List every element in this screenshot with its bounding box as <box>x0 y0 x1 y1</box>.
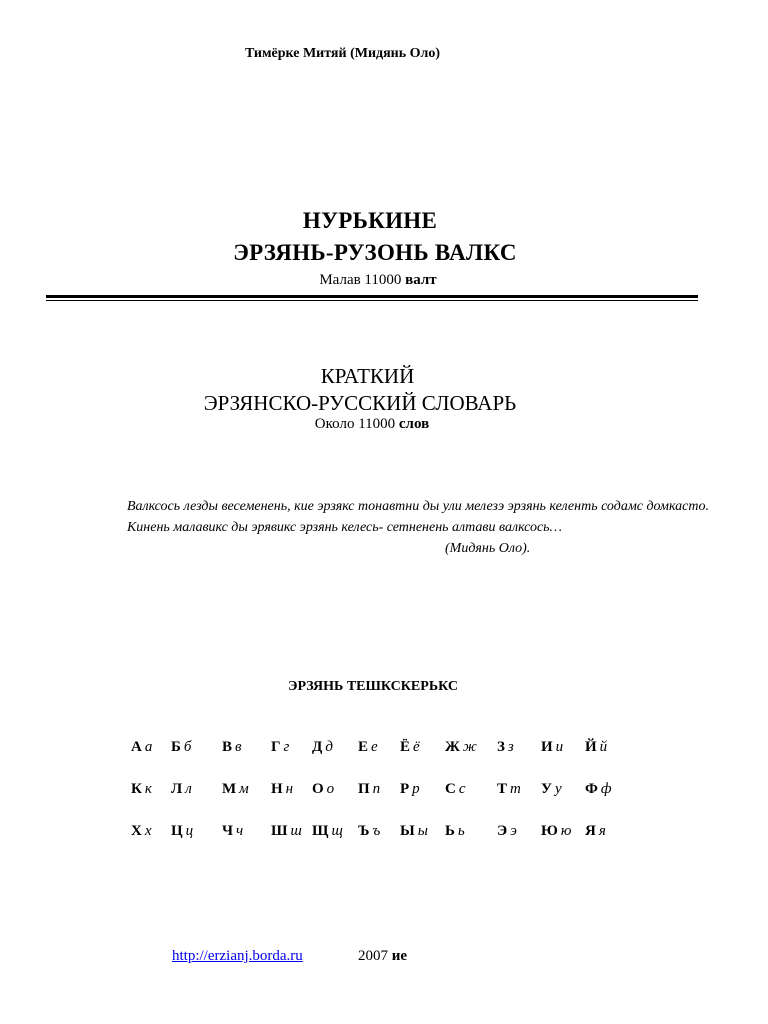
letter-uppercase: Ы <box>400 823 415 839</box>
divider-thin <box>46 300 698 301</box>
year-suffix: ие <box>391 948 408 964</box>
letter-uppercase: К <box>131 781 142 797</box>
letter-uppercase: Ц <box>171 823 183 839</box>
letter-uppercase: Х <box>131 823 142 839</box>
letter-uppercase: Г <box>271 739 281 755</box>
letter-lowercase: ц <box>185 823 194 839</box>
alphabet-letter <box>222 739 242 756</box>
letter-lowercase: ш <box>290 823 302 839</box>
author-line: Тимёрке Митяй (Мидянь Оло) <box>244 46 441 61</box>
letter-uppercase: Н <box>271 781 283 797</box>
letter-lowercase: з <box>507 739 514 755</box>
subtitle-word: валт <box>405 272 437 288</box>
letter-lowercase: я <box>598 823 606 839</box>
letter-uppercase: И <box>541 739 553 755</box>
letter-uppercase: Я <box>585 823 596 839</box>
year-number: 2007 <box>358 948 388 964</box>
letter-uppercase: Д <box>312 739 323 755</box>
alphabet-letter <box>222 823 243 840</box>
letter-lowercase: ё <box>413 739 420 755</box>
alphabet-letter <box>445 781 466 798</box>
letter-uppercase: Э <box>497 823 508 839</box>
divider-thick <box>46 295 698 298</box>
letter-uppercase: Ж <box>445 739 460 755</box>
letter-uppercase: Ч <box>222 823 234 839</box>
letter-uppercase: Ф <box>585 781 598 797</box>
letter-lowercase: ю <box>560 823 572 839</box>
alphabet-letter <box>497 823 517 840</box>
website-link[interactable]: http://erzianj.borda.ru <box>172 948 303 964</box>
alphabet-letter <box>131 781 152 798</box>
alphabet-letter <box>400 823 428 840</box>
letter-lowercase: и <box>555 739 564 755</box>
letter-uppercase: М <box>222 781 237 797</box>
letter-lowercase: ф <box>600 781 612 797</box>
alphabet-letter <box>585 781 612 798</box>
letter-lowercase: ч <box>236 823 244 839</box>
letter-lowercase: ь <box>457 823 465 839</box>
alphabet-letter <box>271 781 293 798</box>
footer-year <box>358 948 407 965</box>
alphabet-letter <box>541 739 563 756</box>
alphabet-letter <box>445 739 477 756</box>
alphabet-letter <box>585 823 606 840</box>
letter-lowercase: т <box>510 781 521 797</box>
letter-uppercase: Р <box>400 781 410 797</box>
letter-lowercase: н <box>285 781 294 797</box>
letter-uppercase: А <box>131 739 142 755</box>
letter-lowercase: а <box>144 739 153 755</box>
epigraph-quote <box>127 496 747 559</box>
quote-source: (Мидянь Оло). <box>445 541 531 556</box>
letter-uppercase: Ш <box>271 823 288 839</box>
letter-lowercase: п <box>372 781 381 797</box>
alphabet-letter <box>358 781 380 798</box>
alphabet-letter <box>171 823 193 840</box>
title-russian-line2: ЭРЗЯНСКО-РУССКИЙ СЛОВАРЬ <box>203 391 517 415</box>
alphabet-letter <box>312 739 333 756</box>
letter-uppercase: З <box>497 739 505 755</box>
letter-uppercase: В <box>222 739 233 755</box>
letter-lowercase: г <box>283 739 290 755</box>
letter-lowercase: с <box>458 781 466 797</box>
ru-subtitle-word: слов <box>398 416 430 432</box>
letter-lowercase: е <box>371 739 378 755</box>
letter-uppercase: Б <box>171 739 181 755</box>
alphabet-letter <box>541 823 571 840</box>
alphabet-letter <box>400 781 420 798</box>
title-russian-line1: КРАТКИЙ <box>320 364 415 388</box>
title-russian-subtitle <box>0 416 744 433</box>
alphabet-letter <box>358 739 378 756</box>
quote-text: Валксось лезды весеменень, кие эрзякс тонавтни ды ули мелезэ эрзянь келенть содамс домкасто. Кинень малавикс ды эрявикс эрзянь келесь- сетненень алтави валксось… <box>127 499 709 535</box>
alphabet-letter <box>497 739 514 756</box>
alphabet-letter <box>171 781 192 798</box>
letter-uppercase: Т <box>497 781 508 797</box>
title-erzya-line2: ЭРЗЯНЬ-РУЗОНЬ ВАЛКС <box>233 240 517 265</box>
alphabet-title: ЭРЗЯНЬ ТЕШКСКЕРЬКС <box>287 679 458 694</box>
letter-lowercase: щ <box>331 823 343 839</box>
alphabet-letter <box>312 781 334 798</box>
letter-lowercase: х <box>144 823 152 839</box>
title-erzya-line1: НУРЬКИНЕ <box>302 208 438 233</box>
letter-uppercase: Й <box>585 739 597 755</box>
alphabet-letter <box>497 781 521 798</box>
alphabet-letter <box>358 823 380 840</box>
alphabet-letter <box>222 781 249 798</box>
alphabet-letter <box>541 781 562 798</box>
letter-lowercase: й <box>599 739 608 755</box>
letter-uppercase: У <box>541 781 553 797</box>
letter-lowercase: о <box>326 781 335 797</box>
letter-uppercase: Л <box>171 781 183 797</box>
letter-lowercase: ъ <box>372 823 381 839</box>
letter-uppercase: Ё <box>400 739 411 755</box>
letter-lowercase: ж <box>462 739 477 755</box>
ru-subtitle-count: Около 11000 <box>314 416 396 432</box>
letter-lowercase: в <box>235 739 242 755</box>
alphabet-letter <box>131 739 152 756</box>
letter-uppercase: Щ <box>312 823 329 839</box>
alphabet-letter <box>271 823 302 840</box>
alphabet-letter <box>400 739 420 756</box>
letter-uppercase: Ю <box>541 823 558 839</box>
letter-lowercase: б <box>183 739 192 755</box>
letter-lowercase: ы <box>417 823 428 839</box>
letter-lowercase: у <box>555 781 562 797</box>
letter-lowercase: э <box>510 823 517 839</box>
letter-uppercase: Ъ <box>358 823 370 839</box>
subtitle-count: Малав 11000 <box>319 272 402 288</box>
letter-uppercase: П <box>358 781 370 797</box>
alphabet-letter <box>312 823 343 840</box>
letter-lowercase: р <box>412 781 420 797</box>
alphabet-letter <box>271 739 289 756</box>
alphabet-letter <box>131 823 152 840</box>
letter-lowercase: л <box>185 781 192 797</box>
title-erzya-subtitle <box>0 272 756 289</box>
letter-uppercase: Е <box>358 739 369 755</box>
letter-uppercase: С <box>445 781 456 797</box>
alphabet-letter <box>171 739 191 756</box>
alphabet-letter <box>585 739 607 756</box>
letter-uppercase: Ь <box>445 823 455 839</box>
letter-lowercase: д <box>325 739 333 755</box>
letter-uppercase: О <box>312 781 324 797</box>
letter-lowercase: к <box>144 781 152 797</box>
alphabet-letter <box>445 823 465 840</box>
letter-lowercase: м <box>239 781 249 797</box>
